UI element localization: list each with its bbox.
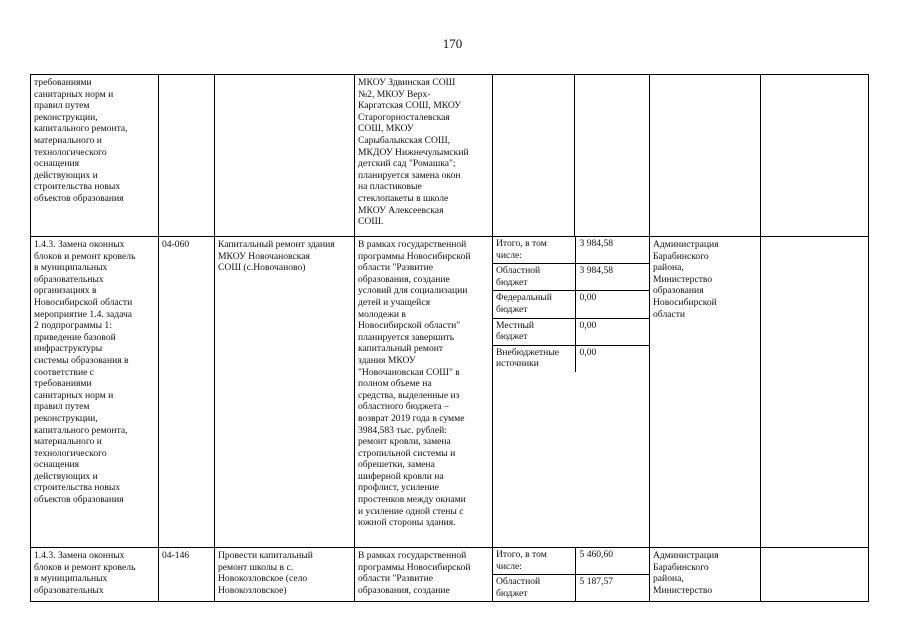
finance-cell xyxy=(493,237,650,548)
finance-source-cell xyxy=(493,75,575,237)
activity-cell: 1.4.3. Замена оконных блоков и ремонт кровель в муниципальных образовательных организациях в Новосибирской области мероприятие 1.4. задача 2 подпрограммы 1: приведение базовой инфраструктуры системы образования в соответствие с требованиями санитарных норм и правил путем реконструкции, капитального ремонта, материального и технологического оснащения действующих и строительства новых объектов образования xyxy=(31,237,159,548)
finance-source: Итого, в том числе: xyxy=(493,237,575,264)
object-cell xyxy=(215,75,355,237)
finance-table xyxy=(493,237,650,372)
finance-row xyxy=(493,345,650,372)
finance-row xyxy=(493,237,650,264)
finance-amount: 5 187,57 xyxy=(579,576,614,588)
note-cell xyxy=(761,548,869,602)
finance-amount: 0,00 xyxy=(575,318,650,345)
finance-cell xyxy=(493,548,650,602)
code-cell: 04-060 xyxy=(159,237,215,548)
finance-amount: 0,00 xyxy=(579,346,597,358)
table-row xyxy=(31,75,869,237)
finance-row xyxy=(493,291,650,318)
finance-source: Федеральный бюджет xyxy=(493,291,575,318)
code-cell xyxy=(159,75,215,237)
finance-amount: 3 984,58 xyxy=(575,237,650,264)
finance-source: Областной бюджет xyxy=(493,264,575,291)
finance-table xyxy=(493,548,650,601)
note-cell xyxy=(761,237,869,548)
finance-amount: 0,00 xyxy=(575,291,650,318)
finance-row xyxy=(493,548,650,575)
activity-cell: 1.4.3. Замена оконных блоков и ремонт кровель в муниципальных образовательных xyxy=(31,548,159,602)
note-cell xyxy=(761,75,869,237)
executor-cell: Администрация Барабинского района, Министерство xyxy=(650,548,761,602)
description-cell: В рамках государственной программы Новосибирской области "Развитие образования, создание условий для социализации детей и учащейся молодежи в Новосибирской области" планируется завершить капитальный ремонт здания МКОУ "Новочановская СОШ" в полном объеме на средства, выделенные из областного бюджета – возврат 2019 года в сумме 3984,583 тыс. рублей: ремонт кровли, замена стропильной системы и обрешетки, замена шиферной кровли на профлист, усиление простенков между окнами и усиление одной стены с южной стороны здания. xyxy=(355,237,493,548)
finance-row xyxy=(493,575,650,602)
executor-cell xyxy=(650,75,761,237)
finance-amount-cell xyxy=(575,75,650,237)
finance-amount: 3 984,58 xyxy=(575,264,650,291)
finance-source: Итого, в том числе: xyxy=(493,548,575,575)
finance-row xyxy=(493,264,650,291)
finance-source: Областной бюджет xyxy=(493,575,575,602)
finance-source: Местный бюджет xyxy=(493,318,575,345)
finance-amount: 5 460,60 xyxy=(575,548,650,575)
table-row xyxy=(31,548,869,602)
program-table xyxy=(30,74,869,602)
activity-cell: требованиями санитарных норм и правил путем реконструкции, капитального ремонта, материального и технологического оснащения действующих и строительства новых объектов образования xyxy=(31,75,159,237)
description-cell: В рамках государственной программы Новосибирской области "Развитие образования, создание xyxy=(355,548,493,602)
page-number: 170 xyxy=(442,36,463,51)
finance-source: Внебюджетные источники xyxy=(493,345,575,372)
code-cell: 04-146 xyxy=(159,548,215,602)
description-cell: МКОУ Здвинская СОШ №2, МКОУ Верх- Каргатская СОШ, МКОУ Старогорносталевская СОШ, МКОУ Сарыбалыкская СОШ, МКДОУ Нижнечулымский детский сад "Ромашка"; планируется замена окон на пластиковые стеклопакеты в школе МКОУ Алексеевская СОШ. xyxy=(355,75,493,237)
finance-row xyxy=(493,318,650,345)
executor-cell: Администрация Барабинского района, Министерство образования Новосибирской области xyxy=(650,237,761,548)
table-row xyxy=(31,237,869,548)
object-cell: Капитальный ремонт здания МКОУ Новочановская СОШ (с.Новочаново) xyxy=(215,237,355,548)
object-cell: Провести капитальный ремонт школы в с. Новокозловское (село Новокозловское) xyxy=(215,548,355,602)
